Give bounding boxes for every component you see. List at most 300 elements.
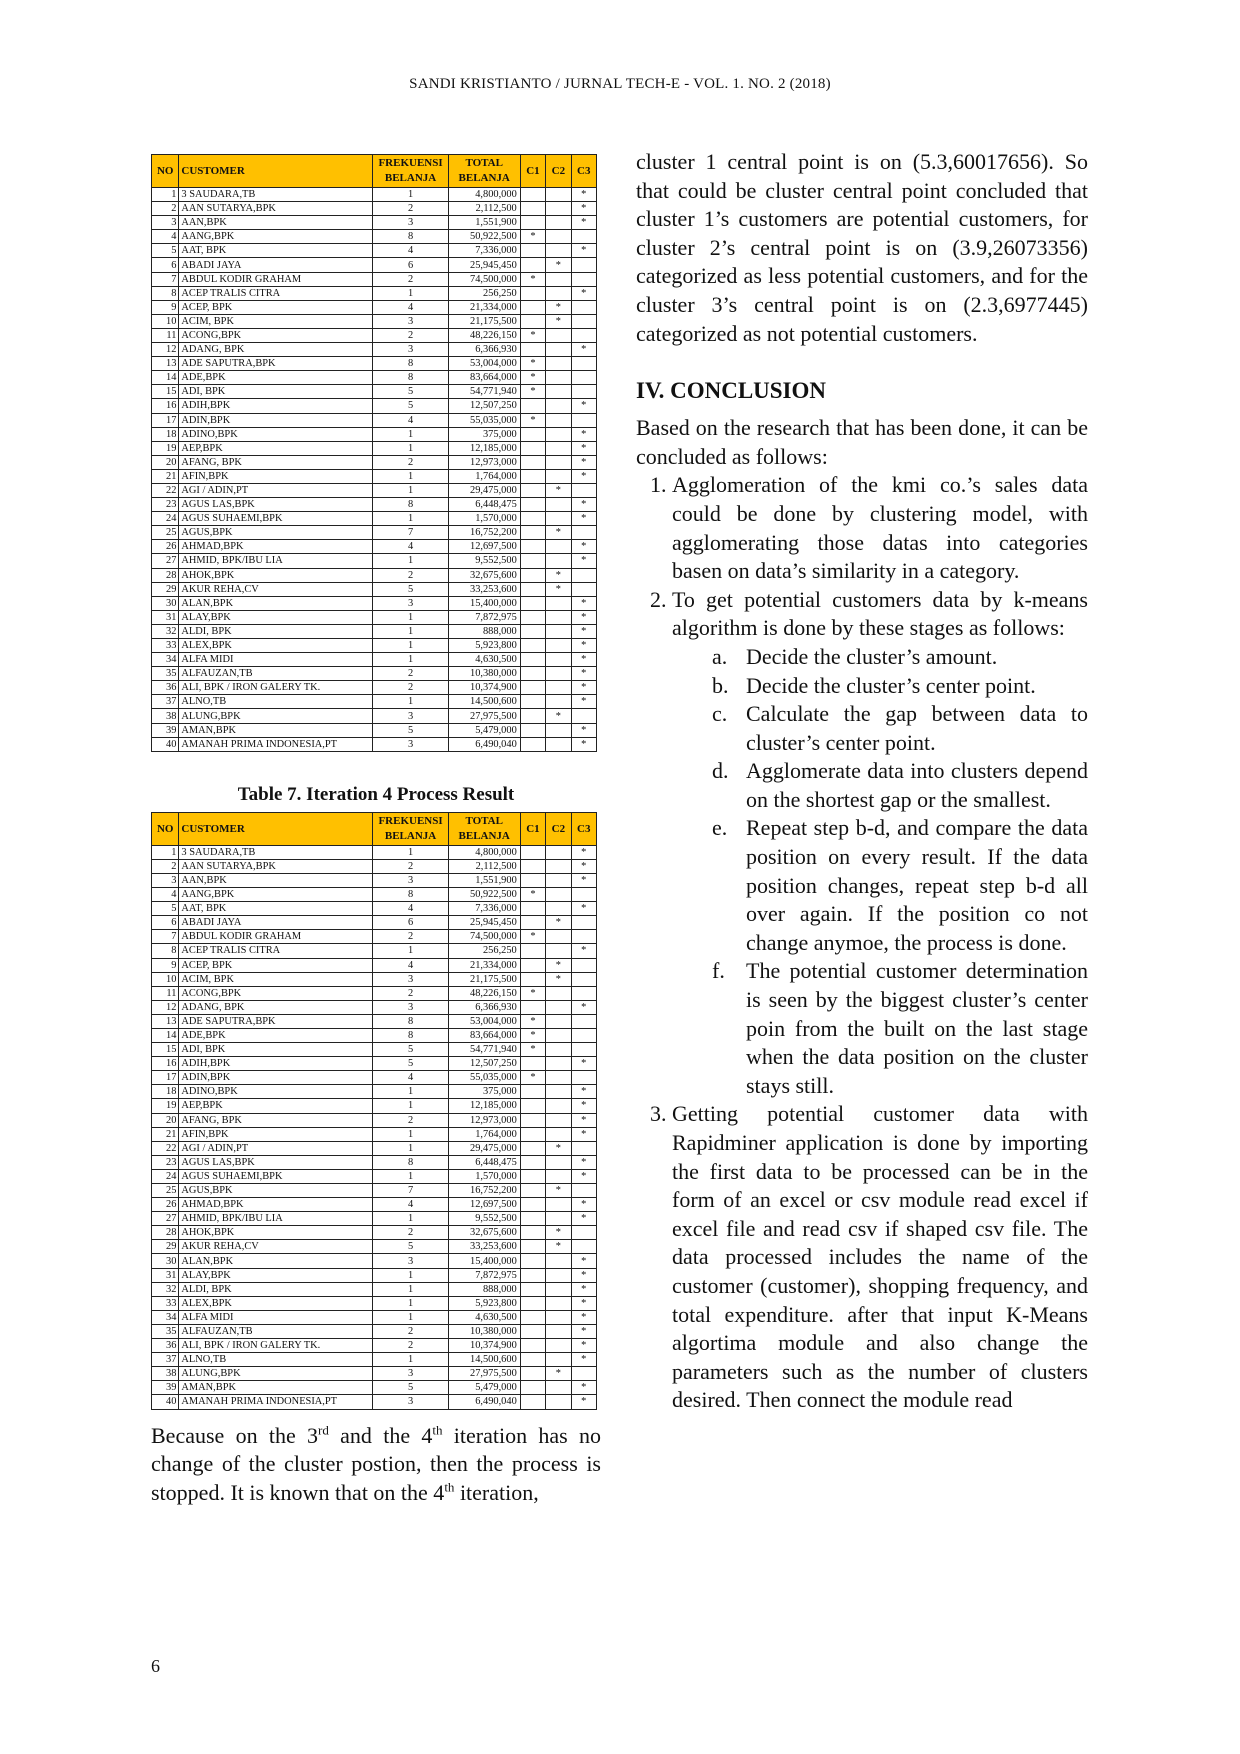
cell-c2 <box>546 1155 571 1169</box>
cell-c2 <box>546 681 571 695</box>
table-row <box>152 1184 597 1198</box>
cell-c2 <box>546 385 571 399</box>
table-row <box>152 1353 597 1367</box>
cell-customer: ALEX,BPK <box>179 1296 373 1310</box>
cell-c1 <box>520 639 545 653</box>
table-row <box>152 873 597 887</box>
table-row <box>152 1268 597 1282</box>
cell-c2 <box>546 1310 571 1324</box>
cell-c3: * <box>571 873 596 887</box>
cell-customer: AFIN,BPK <box>179 1127 373 1141</box>
cell-frequency: 5 <box>373 1240 448 1254</box>
cell-c1 <box>520 1339 545 1353</box>
cell-no: 21 <box>152 1127 179 1141</box>
cell-c2 <box>546 343 571 357</box>
cell-c3: * <box>571 469 596 483</box>
cell-c1 <box>520 737 545 751</box>
cell-no: 32 <box>152 624 179 638</box>
cell-no: 10 <box>152 972 179 986</box>
cell-c2 <box>546 902 571 916</box>
table-row <box>152 972 597 986</box>
cell-c3 <box>571 958 596 972</box>
cell-c3 <box>571 930 596 944</box>
table-row <box>152 371 597 385</box>
cell-frequency: 3 <box>373 737 448 751</box>
cell-customer: AEP,BPK <box>179 441 373 455</box>
cell-customer: AGI / ADIN,PT <box>179 1141 373 1155</box>
cell-total: 375,000 <box>448 1085 520 1099</box>
cell-no: 34 <box>152 653 179 667</box>
cell-c3: * <box>571 1198 596 1212</box>
cell-c2 <box>546 1254 571 1268</box>
cell-customer: ACONG,BPK <box>179 328 373 342</box>
cell-no: 20 <box>152 1113 179 1127</box>
cell-c1: * <box>520 930 545 944</box>
col-header-c2: C2 <box>546 812 571 845</box>
cell-customer: ALNO,TB <box>179 695 373 709</box>
cell-frequency: 4 <box>373 1198 448 1212</box>
cell-frequency: 1 <box>373 1268 448 1282</box>
cell-frequency: 2 <box>373 1226 448 1240</box>
cell-frequency: 2 <box>373 1339 448 1353</box>
cell-frequency: 5 <box>373 1057 448 1071</box>
page-number: 6 <box>151 1656 160 1676</box>
table-row <box>152 230 597 244</box>
cell-c2 <box>546 455 571 469</box>
table-row <box>152 1212 597 1226</box>
cell-no: 13 <box>152 357 179 371</box>
cell-customer: ACEP, BPK <box>179 958 373 972</box>
table-row <box>152 1324 597 1338</box>
table-row <box>152 1240 597 1254</box>
stage-item <box>712 757 1088 814</box>
cell-c2 <box>546 1113 571 1127</box>
cell-no: 18 <box>152 1085 179 1099</box>
section-heading: IV. CONCLUSION <box>636 378 827 404</box>
table-row <box>152 1085 597 1099</box>
cell-c2 <box>546 357 571 371</box>
stage-item <box>712 814 1088 957</box>
cell-customer: AAT, BPK <box>179 244 373 258</box>
cell-total: 16,752,200 <box>448 1184 520 1198</box>
cell-c3: * <box>571 1395 596 1409</box>
cell-c1 <box>520 202 545 216</box>
cell-no: 31 <box>152 1268 179 1282</box>
cell-total: 7,336,000 <box>448 244 520 258</box>
cell-no: 4 <box>152 888 179 902</box>
cell-c1 <box>520 427 545 441</box>
cell-c1 <box>520 653 545 667</box>
col-header-frequency: FREKUENSI BELANJA <box>373 155 448 188</box>
cell-c2 <box>546 399 571 413</box>
cell-c3: * <box>571 343 596 357</box>
cell-frequency: 5 <box>373 1043 448 1057</box>
cell-customer: ALUNG,BPK <box>179 1367 373 1381</box>
cell-c1 <box>520 582 545 596</box>
cell-customer: AEP,BPK <box>179 1099 373 1113</box>
cell-frequency: 1 <box>373 1296 448 1310</box>
cell-c1 <box>520 845 545 859</box>
cell-total: 29,475,000 <box>448 1141 520 1155</box>
table-row <box>152 1254 597 1268</box>
table-row <box>152 455 597 469</box>
cell-c3 <box>571 568 596 582</box>
cell-c3 <box>571 916 596 930</box>
cell-c3 <box>571 258 596 272</box>
cell-c3 <box>571 385 596 399</box>
cell-c1 <box>520 1395 545 1409</box>
cell-c2 <box>546 1028 571 1042</box>
cell-c3: * <box>571 1339 596 1353</box>
cell-customer: ALDI, BPK <box>179 1282 373 1296</box>
right-column <box>636 148 1088 1415</box>
cell-c2 <box>546 737 571 751</box>
cell-total: 5,923,800 <box>448 639 520 653</box>
cell-c1 <box>520 188 545 202</box>
cell-no: 10 <box>152 314 179 328</box>
cell-frequency: 4 <box>373 540 448 554</box>
cell-c3: * <box>571 512 596 526</box>
cell-no: 39 <box>152 1381 179 1395</box>
cell-no: 14 <box>152 1028 179 1042</box>
cell-customer: ADE SAPUTRA,BPK <box>179 357 373 371</box>
table-row <box>152 582 597 596</box>
cell-customer: ALAN,BPK <box>179 596 373 610</box>
cell-total: 21,175,500 <box>448 972 520 986</box>
cell-customer: ALAY,BPK <box>179 610 373 624</box>
cell-total: 2,112,500 <box>448 859 520 873</box>
cell-c1: * <box>520 986 545 1000</box>
cell-c1 <box>520 667 545 681</box>
cell-no: 36 <box>152 1339 179 1353</box>
cell-c3: * <box>571 1381 596 1395</box>
cell-no: 12 <box>152 1000 179 1014</box>
cell-frequency: 4 <box>373 413 448 427</box>
cell-c2 <box>546 930 571 944</box>
cell-total: 12,697,500 <box>448 540 520 554</box>
cell-frequency: 3 <box>373 343 448 357</box>
stage-marker: f. <box>712 958 725 984</box>
col-header-c3: C3 <box>571 155 596 188</box>
cell-frequency: 1 <box>373 1353 448 1367</box>
cell-customer: ABDUL KODIR GRAHAM <box>179 930 373 944</box>
table-row <box>152 859 597 873</box>
cell-c1 <box>520 455 545 469</box>
cell-frequency: 1 <box>373 1212 448 1226</box>
cell-no: 33 <box>152 1296 179 1310</box>
list-item: 1. Agglomeration of the kmi co.’s sales data could be done by clustering model, with agglomerating those datas into categories basen on data’s similarity in a category. <box>672 471 1088 585</box>
table-row <box>152 568 597 582</box>
stage-text: Decide the cluster’s amount. <box>746 643 998 669</box>
cell-c2 <box>546 624 571 638</box>
cell-customer: AHMAD,BPK <box>179 1198 373 1212</box>
cell-c3: * <box>571 1085 596 1099</box>
cell-no: 23 <box>152 1155 179 1169</box>
cell-total: 1,764,000 <box>448 469 520 483</box>
cell-customer: ALUNG,BPK <box>179 709 373 723</box>
cell-c2 <box>546 1000 571 1014</box>
cell-total: 12,973,000 <box>448 455 520 469</box>
cell-frequency: 1 <box>373 1282 448 1296</box>
cell-c3: * <box>571 1324 596 1338</box>
cell-c1 <box>520 1198 545 1212</box>
cell-c1 <box>520 596 545 610</box>
cell-no: 15 <box>152 385 179 399</box>
cell-frequency: 1 <box>373 1310 448 1324</box>
cell-c3: * <box>571 498 596 512</box>
cell-no: 24 <box>152 512 179 526</box>
cell-c2 <box>546 1169 571 1183</box>
cell-no: 11 <box>152 328 179 342</box>
cell-no: 19 <box>152 441 179 455</box>
cell-customer: AKUR REHA,CV <box>179 582 373 596</box>
cell-frequency: 2 <box>373 272 448 286</box>
cell-c1: * <box>520 1071 545 1085</box>
cell-total: 15,400,000 <box>448 1254 520 1268</box>
table-row <box>152 1127 597 1141</box>
cell-no: 18 <box>152 427 179 441</box>
cell-customer: ALI, BPK / IRON GALERY TK. <box>179 1339 373 1353</box>
cell-c1 <box>520 512 545 526</box>
cell-c2 <box>546 639 571 653</box>
cell-frequency: 4 <box>373 300 448 314</box>
cell-c2: * <box>546 526 571 540</box>
cell-frequency: 3 <box>373 873 448 887</box>
cell-c3: * <box>571 1155 596 1169</box>
cell-c1 <box>520 859 545 873</box>
cell-c1 <box>520 916 545 930</box>
cell-customer: ADIH,BPK <box>179 399 373 413</box>
cell-customer: ALAY,BPK <box>179 1268 373 1282</box>
cell-total: 21,334,000 <box>448 300 520 314</box>
cell-frequency: 8 <box>373 1155 448 1169</box>
cell-no: 37 <box>152 695 179 709</box>
cell-total: 888,000 <box>448 1282 520 1296</box>
cell-total: 5,479,000 <box>448 723 520 737</box>
cell-no: 25 <box>152 526 179 540</box>
cell-total: 12,185,000 <box>448 441 520 455</box>
cell-c1 <box>520 1099 545 1113</box>
cell-c2 <box>546 427 571 441</box>
cell-customer: ADI, BPK <box>179 385 373 399</box>
table-row <box>152 399 597 413</box>
table-row <box>152 986 597 1000</box>
cell-total: 375,000 <box>448 427 520 441</box>
cell-total: 53,004,000 <box>448 357 520 371</box>
cell-total: 25,945,450 <box>448 258 520 272</box>
table-row <box>152 916 597 930</box>
table-row <box>152 1367 597 1381</box>
cell-total: 12,507,250 <box>448 1057 520 1071</box>
cell-total: 25,945,450 <box>448 916 520 930</box>
table-row <box>152 681 597 695</box>
cell-c1: * <box>520 328 545 342</box>
cell-total: 7,872,975 <box>448 610 520 624</box>
cell-frequency: 5 <box>373 582 448 596</box>
cell-total: 6,490,040 <box>448 737 520 751</box>
table-row <box>152 1198 597 1212</box>
cell-no: 40 <box>152 737 179 751</box>
cell-c3: * <box>571 216 596 230</box>
cell-no: 21 <box>152 469 179 483</box>
cell-c1 <box>520 1127 545 1141</box>
cell-c1: * <box>520 1043 545 1057</box>
cell-total: 21,175,500 <box>448 314 520 328</box>
conclusion-intro: Based on the research that has been done, it can be concluded as follows: <box>636 415 1088 469</box>
cell-c1 <box>520 1296 545 1310</box>
cell-no: 29 <box>152 582 179 596</box>
cell-c2 <box>546 1043 571 1057</box>
stage-marker: e. <box>712 815 728 841</box>
cell-total: 50,922,500 <box>448 888 520 902</box>
cell-c3: * <box>571 1099 596 1113</box>
cell-total: 54,771,940 <box>448 1043 520 1057</box>
cell-total: 74,500,000 <box>448 272 520 286</box>
cell-c3: * <box>571 1057 596 1071</box>
cell-frequency: 2 <box>373 202 448 216</box>
cell-c3 <box>571 1043 596 1057</box>
cell-c2 <box>546 1324 571 1338</box>
cell-c2 <box>546 695 571 709</box>
cell-customer: AMAN,BPK <box>179 723 373 737</box>
col-header-frequency: FREKUENSI BELANJA <box>373 812 448 845</box>
stage-text: Repeat step b-d, and compare the data position on every result. If the data position changes, repeat step b-d all over again. If the position co not change anymoe, the process is done. <box>746 815 1088 955</box>
cell-frequency: 1 <box>373 512 448 526</box>
cell-no: 22 <box>152 1141 179 1155</box>
cell-no: 20 <box>152 455 179 469</box>
cell-total: 27,975,500 <box>448 709 520 723</box>
cell-c2 <box>546 1282 571 1296</box>
cell-frequency: 1 <box>373 653 448 667</box>
cell-total: 54,771,940 <box>448 385 520 399</box>
cell-c1 <box>520 286 545 300</box>
cell-no: 17 <box>152 1071 179 1085</box>
cell-total: 74,500,000 <box>448 930 520 944</box>
cell-no: 16 <box>152 399 179 413</box>
cell-c2 <box>546 1268 571 1282</box>
cell-c3 <box>571 483 596 497</box>
cell-c2 <box>546 469 571 483</box>
cell-c3: * <box>571 1353 596 1367</box>
cell-c3: * <box>571 667 596 681</box>
cell-total: 83,664,000 <box>448 1028 520 1042</box>
cell-no: 9 <box>152 958 179 972</box>
cell-c3: * <box>571 1000 596 1014</box>
cell-c2 <box>546 1353 571 1367</box>
cell-total: 256,250 <box>448 286 520 300</box>
cell-c2 <box>546 286 571 300</box>
cell-no: 11 <box>152 986 179 1000</box>
cell-customer: AGUS LAS,BPK <box>179 1155 373 1169</box>
table-row <box>152 944 597 958</box>
stage-marker: b. <box>712 672 729 698</box>
cell-frequency: 1 <box>373 554 448 568</box>
table-row <box>152 1296 597 1310</box>
cell-total: 53,004,000 <box>448 1014 520 1028</box>
table-row <box>152 1395 597 1409</box>
cell-c1 <box>520 610 545 624</box>
cell-c1 <box>520 540 545 554</box>
table-row <box>152 1113 597 1127</box>
cell-c2: * <box>546 314 571 328</box>
cell-customer: ALFAUZAN,TB <box>179 667 373 681</box>
cell-c3 <box>571 1071 596 1085</box>
cell-frequency: 2 <box>373 986 448 1000</box>
cell-frequency: 7 <box>373 1184 448 1198</box>
cell-c3: * <box>571 1254 596 1268</box>
cell-c2 <box>546 272 571 286</box>
cell-c3 <box>571 371 596 385</box>
stage-text: Calculate the gap between data to cluster’s center point. <box>746 701 1088 755</box>
cell-c3: * <box>571 723 596 737</box>
cell-no: 8 <box>152 944 179 958</box>
cell-total: 33,253,600 <box>448 1240 520 1254</box>
cell-frequency: 3 <box>373 972 448 986</box>
cell-c2 <box>546 413 571 427</box>
cell-no: 38 <box>152 1367 179 1381</box>
cell-c2: * <box>546 258 571 272</box>
cell-no: 37 <box>152 1353 179 1367</box>
cell-c1 <box>520 681 545 695</box>
cell-no: 25 <box>152 1184 179 1198</box>
cell-total: 7,872,975 <box>448 1268 520 1282</box>
cell-frequency: 1 <box>373 286 448 300</box>
cell-no: 27 <box>152 554 179 568</box>
cell-c2: * <box>546 1141 571 1155</box>
cell-customer: AFIN,BPK <box>179 469 373 483</box>
table-row <box>152 1043 597 1057</box>
table-body <box>152 188 597 752</box>
cell-customer: ALI, BPK / IRON GALERY TK. <box>179 681 373 695</box>
cell-total: 1,764,000 <box>448 1127 520 1141</box>
stage-text: Decide the cluster’s center point. <box>746 672 1036 698</box>
cell-c3: * <box>571 540 596 554</box>
cell-no: 16 <box>152 1057 179 1071</box>
cell-customer: AAN SUTARYA,BPK <box>179 859 373 873</box>
cell-no: 27 <box>152 1212 179 1226</box>
cell-customer: AFANG, BPK <box>179 1113 373 1127</box>
cell-total: 12,697,500 <box>448 1198 520 1212</box>
cell-frequency: 5 <box>373 385 448 399</box>
cell-c3: * <box>571 639 596 653</box>
cell-total: 32,675,600 <box>448 568 520 582</box>
cell-total: 12,973,000 <box>448 1113 520 1127</box>
cell-c3 <box>571 1226 596 1240</box>
cell-no: 3 <box>152 216 179 230</box>
table-row <box>152 483 597 497</box>
cell-no: 36 <box>152 681 179 695</box>
cell-c2: * <box>546 568 571 582</box>
cell-total: 6,448,475 <box>448 1155 520 1169</box>
cell-customer: ALAN,BPK <box>179 1254 373 1268</box>
cell-c1 <box>520 343 545 357</box>
cell-no: 1 <box>152 845 179 859</box>
cell-no: 30 <box>152 1254 179 1268</box>
cell-c2 <box>546 1339 571 1353</box>
cell-c3: * <box>571 1268 596 1282</box>
cell-no: 7 <box>152 272 179 286</box>
cell-frequency: 3 <box>373 314 448 328</box>
cell-c2: * <box>546 483 571 497</box>
cell-customer: ALEX,BPK <box>179 639 373 653</box>
cell-total: 1,551,900 <box>448 873 520 887</box>
table-row <box>152 1155 597 1169</box>
cell-total: 5,923,800 <box>448 1296 520 1310</box>
cell-c2 <box>546 202 571 216</box>
table-row <box>152 1057 597 1071</box>
cell-c3 <box>571 1367 596 1381</box>
cell-frequency: 8 <box>373 230 448 244</box>
